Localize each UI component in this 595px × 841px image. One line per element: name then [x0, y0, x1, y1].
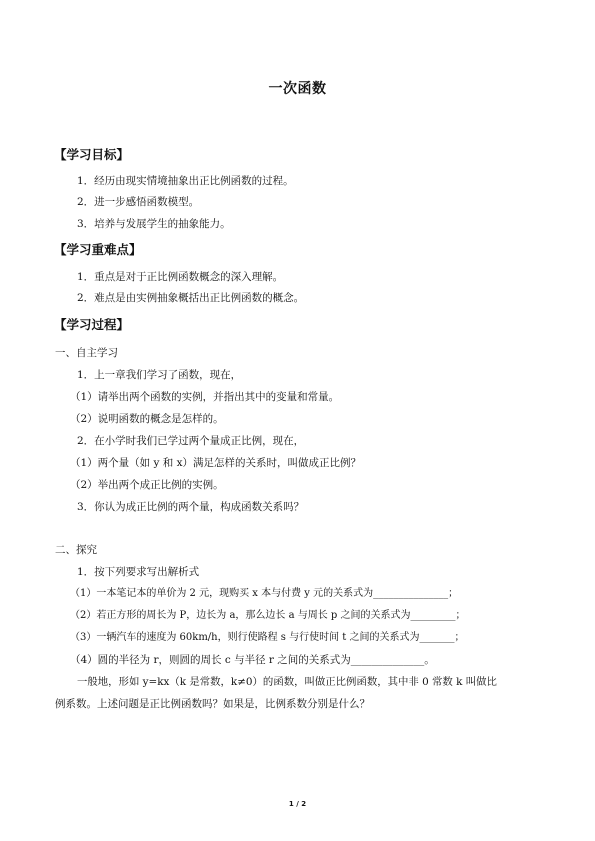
- part1-line: （1）请举出两个函数的实例，并指出其中的变量和常量。: [70, 391, 340, 403]
- part2-line: （1）一本笔记本的单价为 2 元，现购买 x 本与付费 y 元的关系式为_______________；: [70, 588, 459, 599]
- part1-line: （2）说明函数的概念是怎样的。: [70, 413, 224, 425]
- part1-line: （2）举出两个成正比例的实例。: [70, 479, 224, 491]
- process-heading: 【学习过程】: [54, 317, 130, 332]
- goal-item: 3．培养与发展学生的抽象能力。: [77, 218, 231, 230]
- part1-line: 1．上一章我们学习了函数，现在，: [77, 369, 242, 381]
- part2-heading: 二、探究: [55, 544, 97, 556]
- goal-item: 2．进一步感悟函数模型。: [77, 196, 200, 208]
- part2-line: （3）一辆汽车的速度为 60km/h，则行使路程 s 与行使时间 t 之间的关系式为_______；: [70, 632, 465, 643]
- goal-item: 1．经历由现实情境抽象出正比例函数的过程。: [77, 175, 294, 187]
- definition-paragraph-line: 一般地，形如 y=kx（k 是常数，k≠0）的函数，叫做正比例函数，其中非 0 常数 k 叫做比: [77, 676, 497, 688]
- page-title: 一次函数: [268, 81, 327, 97]
- part2-line: 1．按下列要求写出解析式: [77, 566, 200, 578]
- page-number: 1 / 2: [288, 800, 307, 808]
- part1-line: 3．你认为成正比例的两个量，构成函数关系吗？: [77, 501, 305, 513]
- part1-line: （1）两个量（如 y 和 x）满足怎样的关系时，叫做成正比例？: [70, 457, 362, 469]
- goals-heading: 【学习目标】: [54, 147, 130, 162]
- key-point-item: 2．难点是由实例抽象概括出正比例函数的概念。: [77, 292, 305, 304]
- part2-line: （2）若正方形的周长为 P，边长为 a，那么边长 a 与周长 p 之间的关系式为_________；: [70, 610, 466, 621]
- key-point-item: 1．重点是对于正比例函数概念的深入理解。: [77, 271, 284, 283]
- definition-paragraph-line: 例系数。上述问题是正比例函数吗？如果是，比例系数分别是什么？: [55, 698, 370, 710]
- part1-line: 2．在小学时我们已学过两个量成正比例，现在，: [77, 435, 305, 447]
- part1-heading: 一、自主学习: [55, 347, 118, 359]
- key-points-heading: 【学习重难点】: [54, 242, 142, 257]
- part2-line: （4）圆的半径为 r，则圆的周长 c 与半径 r 之间的关系式为______________。: [70, 654, 435, 666]
